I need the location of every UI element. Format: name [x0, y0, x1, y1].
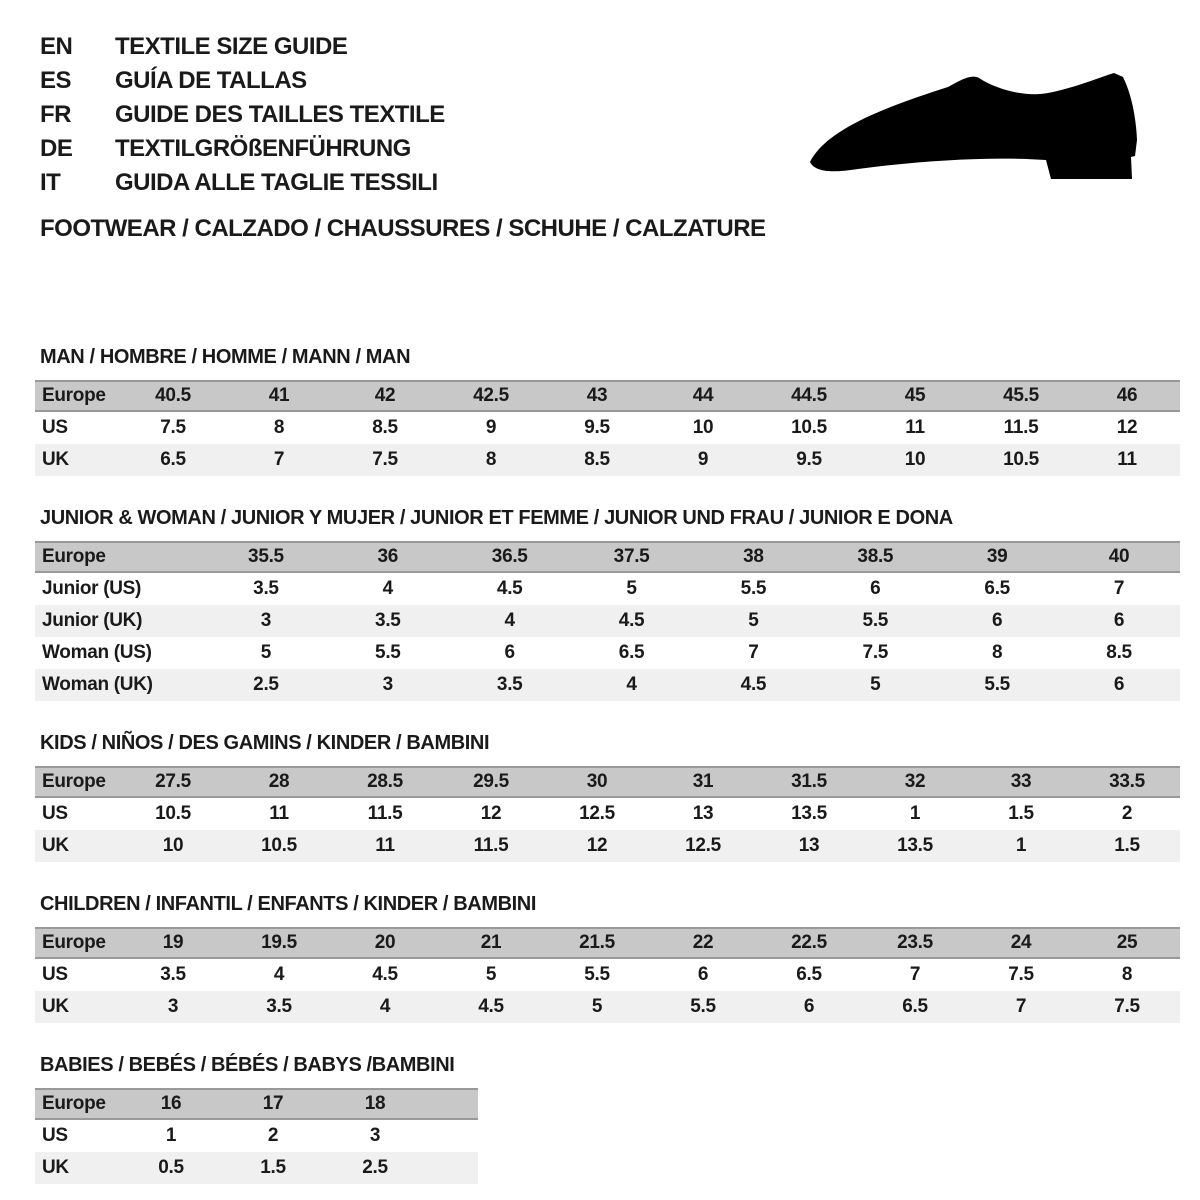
size-cell: 6.5	[618, 642, 645, 663]
size-cell: 5	[591, 996, 603, 1017]
section-title: CHILDREN / INFANTIL / ENFANTS / KINDER / BAMBINI	[40, 893, 536, 915]
language-label: GUÍA DE TALLAS	[115, 67, 307, 94]
size-cell: 11	[375, 835, 395, 856]
size-cell: 4	[504, 610, 515, 631]
size-cell: 6	[870, 578, 881, 599]
size-cell: 3	[260, 610, 272, 631]
size-cell: 36.5	[491, 546, 528, 567]
size-cell: 33	[1010, 771, 1032, 792]
size-cell: 1.5	[260, 1157, 286, 1178]
size-cell: 8.5	[584, 449, 610, 470]
language-label: GUIDA ALLE TAGLIE TESSILI	[115, 169, 438, 196]
row-label: US	[42, 964, 68, 985]
size-cell: 6	[504, 642, 515, 663]
size-cell: 8	[1121, 964, 1133, 985]
section-title: JUNIOR & WOMAN / JUNIOR Y MUJER / JUNIOR ET FEMME / JUNIOR UND FRAU / JUNIOR E DONA	[40, 507, 953, 529]
size-cell: 25	[1116, 932, 1138, 953]
shoe-icon	[800, 60, 1145, 188]
table-header-row	[35, 766, 1180, 798]
size-cell: 41	[268, 385, 290, 406]
size-cell: 28.5	[367, 771, 403, 792]
size-cell: 6	[697, 964, 709, 985]
size-cell: 9.5	[796, 449, 822, 470]
size-cell: 1.5	[1008, 803, 1034, 824]
category-line: FOOTWEAR / CALZADO / CHAUSSURES / SCHUHE / CALZATURE	[40, 215, 766, 242]
size-cell: 6.5	[160, 449, 186, 470]
size-cell: 5	[626, 578, 637, 599]
row-label: Europe	[42, 1093, 106, 1114]
size-cell: 16	[160, 1093, 182, 1114]
size-cell: 11.5	[367, 803, 403, 824]
row-label: US	[42, 417, 68, 438]
row-label: Europe	[42, 932, 106, 953]
size-cell: 5	[485, 964, 497, 985]
size-cell: 8	[485, 449, 497, 470]
size-guide-section	[35, 892, 1200, 1023]
row-label: UK	[42, 996, 69, 1017]
size-cell: 1.5	[1114, 835, 1140, 856]
row-label: UK	[42, 1157, 69, 1178]
size-cell: 7	[748, 642, 759, 663]
size-cell: 10.5	[1003, 449, 1039, 470]
row-label: Woman (UK)	[42, 674, 153, 695]
section-title: KIDS / NIÑOS / DES GAMINS / KINDER / BAMBINI	[40, 732, 490, 754]
size-cell: 6	[803, 996, 815, 1017]
table-row	[35, 573, 1180, 605]
size-cell: 4.5	[478, 996, 504, 1017]
size-cell: 20	[374, 932, 396, 953]
table-header-row	[35, 541, 1180, 573]
size-cell: 13.5	[791, 803, 827, 824]
size-cell: 10	[162, 835, 184, 856]
size-cell: 7.5	[862, 642, 889, 663]
size-cell: 17	[262, 1093, 284, 1114]
row-label: Europe	[42, 771, 106, 792]
size-cell: 30	[586, 771, 608, 792]
size-cell: 2	[1121, 803, 1133, 824]
size-cell: 9	[697, 449, 709, 470]
size-cell: 38.5	[857, 546, 894, 567]
size-cell: 6.5	[902, 996, 928, 1017]
size-cell: 38	[743, 546, 764, 567]
size-cell: 3	[382, 674, 393, 695]
size-cell: 2.5	[253, 674, 279, 695]
size-cell: 10	[692, 417, 714, 438]
section-title: MAN / HOMBRE / HOMME / MANN / MAN	[40, 346, 411, 368]
size-table	[35, 1088, 478, 1184]
size-table	[35, 927, 1180, 1023]
sections	[0, 345, 1200, 1184]
size-cell: 8.5	[372, 417, 398, 438]
size-cell: 43	[586, 385, 608, 406]
table-header-row	[35, 380, 1180, 412]
size-cell: 21	[480, 932, 502, 953]
language-code: DE	[40, 135, 73, 162]
language-label: TEXTILE SIZE GUIDE	[115, 33, 348, 60]
section-title: BABIES / BEBÉS / BÉBÉS / BABYS /BAMBINI	[40, 1054, 455, 1076]
size-cell: 9	[485, 417, 497, 438]
size-cell: 11	[269, 803, 289, 824]
table-row	[35, 1152, 478, 1184]
size-cell: 11	[905, 417, 925, 438]
size-cell: 46	[1116, 385, 1138, 406]
size-cell: 42.5	[473, 385, 509, 406]
table-row	[35, 637, 1180, 669]
size-cell: 40	[1108, 546, 1130, 567]
size-cell: 39	[986, 546, 1008, 567]
size-cell: 1	[165, 1125, 177, 1146]
size-cell: 13	[798, 835, 820, 856]
size-cell: 5.5	[740, 578, 767, 599]
size-cell: 13	[692, 803, 714, 824]
size-cell: 5	[260, 642, 272, 663]
size-cell: 36	[377, 546, 399, 567]
size-cell: 7	[909, 964, 921, 985]
size-cell: 12	[586, 835, 608, 856]
size-cell: 7	[1113, 578, 1125, 599]
size-cell: 12.5	[579, 803, 615, 824]
size-cell: 6	[1113, 674, 1125, 695]
size-guide-section	[35, 1053, 1200, 1184]
size-cell: 18	[364, 1093, 386, 1114]
size-cell: 45	[904, 385, 926, 406]
size-cell: 11.5	[1003, 417, 1039, 438]
size-cell: 35.5	[248, 546, 284, 567]
size-cell: 3	[369, 1125, 381, 1146]
row-label: Junior (UK)	[42, 610, 143, 631]
size-cell: 31	[692, 771, 714, 792]
row-label: US	[42, 1125, 68, 1146]
size-cell: 7.5	[1008, 964, 1034, 985]
size-cell: 0.5	[158, 1157, 184, 1178]
size-cell: 4	[626, 674, 637, 695]
size-cell: 3.5	[253, 578, 279, 599]
size-cell: 7	[1015, 996, 1027, 1017]
size-cell: 7.5	[160, 417, 186, 438]
size-cell: 40.5	[155, 385, 191, 406]
size-cell: 6.5	[984, 578, 1010, 599]
language-code: EN	[40, 33, 73, 60]
size-cell: 37.5	[613, 546, 650, 567]
size-cell: 7.5	[372, 449, 398, 470]
size-cell: 8	[273, 417, 285, 438]
size-cell: 2	[267, 1125, 279, 1146]
page-header	[0, 0, 1200, 248]
table-row	[35, 991, 1180, 1023]
size-cell: 12	[480, 803, 502, 824]
table-row	[35, 830, 1180, 862]
row-label: UK	[42, 835, 69, 856]
row-label: Junior (US)	[42, 578, 142, 599]
language-label: GUIDE DES TAILLES TEXTILE	[115, 101, 445, 128]
table-row	[35, 1120, 478, 1152]
size-cell: 3.5	[266, 996, 292, 1017]
table-row	[35, 412, 1180, 444]
row-label: Woman (US)	[42, 642, 152, 663]
size-cell: 5	[870, 674, 881, 695]
size-cell: 6	[1113, 610, 1125, 631]
size-cell: 4.5	[618, 610, 645, 631]
size-cell: 3.5	[375, 610, 401, 631]
table-row	[35, 959, 1180, 991]
size-cell: 4	[273, 964, 285, 985]
language-code: IT	[40, 169, 61, 196]
row-label: US	[42, 803, 68, 824]
size-cell: 5.5	[690, 996, 716, 1017]
size-cell: 44.5	[791, 385, 827, 406]
row-label: Europe	[42, 385, 106, 406]
size-cell: 4.5	[372, 964, 398, 985]
table-header-row	[35, 1088, 478, 1120]
size-cell: 10.5	[155, 803, 191, 824]
size-cell: 6	[992, 610, 1003, 631]
size-cell: 5.5	[375, 642, 401, 663]
size-cell: 24	[1010, 932, 1032, 953]
size-cell: 2.5	[362, 1157, 388, 1178]
language-row	[40, 30, 1200, 64]
size-cell: 44	[692, 385, 714, 406]
table-header-row	[35, 927, 1180, 959]
size-cell: 10.5	[261, 835, 297, 856]
row-label: Europe	[42, 546, 106, 567]
size-cell: 12.5	[685, 835, 721, 856]
size-cell: 4.5	[496, 578, 523, 599]
size-cell: 45.5	[1003, 385, 1039, 406]
table-row	[35, 798, 1180, 830]
language-code: ES	[40, 67, 72, 94]
table-row	[35, 605, 1180, 637]
size-cell: 27.5	[155, 771, 191, 792]
language-code: FR	[40, 101, 71, 128]
size-cell: 4.5	[740, 674, 767, 695]
size-cell: 7	[273, 449, 285, 470]
language-label: TEXTILGRÖßENFÜHRUNG	[115, 135, 411, 162]
size-cell: 11	[1117, 449, 1137, 470]
size-cell: 42	[374, 385, 396, 406]
table-row	[35, 444, 1180, 476]
size-cell: 33.5	[1109, 771, 1145, 792]
size-cell: 31.5	[791, 771, 827, 792]
size-cell: 19	[162, 932, 184, 953]
size-cell: 9.5	[584, 417, 610, 438]
size-cell: 4	[382, 578, 393, 599]
size-cell: 28	[268, 771, 290, 792]
size-cell: 5.5	[984, 674, 1010, 695]
size-table	[35, 766, 1180, 862]
size-cell: 6.5	[796, 964, 822, 985]
size-table	[35, 380, 1180, 476]
size-guide-section	[35, 731, 1200, 862]
size-guide-section	[35, 506, 1200, 701]
size-cell: 3	[167, 996, 179, 1017]
table-row	[35, 669, 1180, 701]
size-cell: 3.5	[496, 674, 523, 695]
size-cell: 13.5	[897, 835, 933, 856]
size-cell: 4	[379, 996, 391, 1017]
size-cell: 22.5	[791, 932, 827, 953]
size-cell: 1	[909, 803, 921, 824]
size-cell: 10	[904, 449, 926, 470]
size-table	[35, 541, 1180, 701]
size-cell: 12	[1116, 417, 1138, 438]
row-label: UK	[42, 449, 69, 470]
size-cell: 5.5	[862, 610, 889, 631]
size-cell: 32	[904, 771, 926, 792]
size-cell: 10.5	[791, 417, 827, 438]
size-cell: 19.5	[261, 932, 297, 953]
size-guide-section	[35, 345, 1200, 476]
size-cell: 1	[1015, 835, 1027, 856]
size-cell: 5.5	[584, 964, 610, 985]
size-cell: 11.5	[473, 835, 509, 856]
size-cell: 29.5	[473, 771, 509, 792]
size-cell: 21.5	[579, 932, 615, 953]
size-cell: 8	[992, 642, 1003, 663]
size-cell: 5	[748, 610, 759, 631]
size-cell: 7.5	[1114, 996, 1140, 1017]
size-cell: 22	[692, 932, 714, 953]
size-cell: 3.5	[160, 964, 186, 985]
size-cell: 23.5	[897, 932, 933, 953]
size-cell: 8.5	[1106, 642, 1132, 663]
